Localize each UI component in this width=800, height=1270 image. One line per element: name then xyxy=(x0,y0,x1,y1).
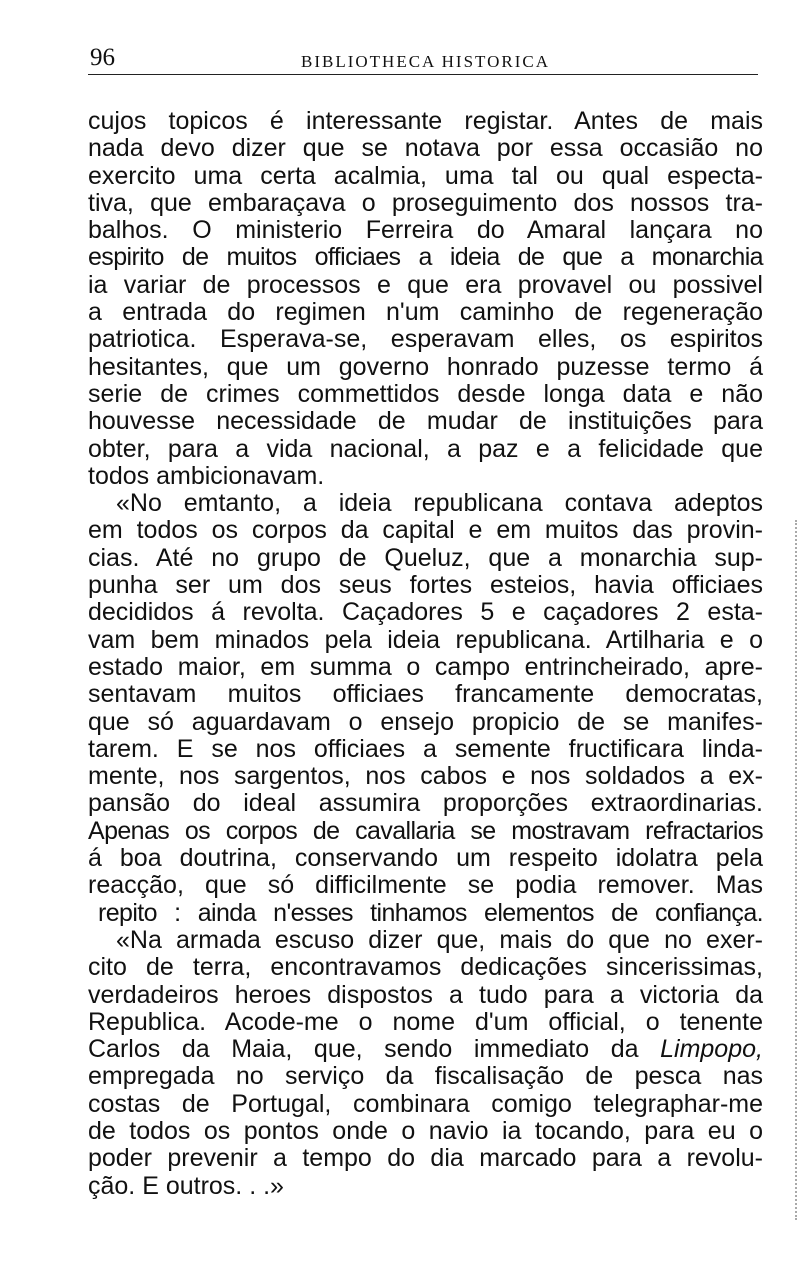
text-line: que só aguardavam o ensejo propicio de se manifes- xyxy=(88,707,763,736)
text-line: cito de terra, encontravamos dedicações sincerissimas, xyxy=(88,953,763,982)
text-line: ção. E outros. . .» xyxy=(88,1171,284,1200)
text-line: pansão do ideal assumira proporções extraordinarias. xyxy=(88,789,763,818)
text-line: estado maior, em summa o campo entrincheirado, apre- xyxy=(88,652,763,681)
text-segment: Carlos da Maia, que, sendo immediato da xyxy=(88,1035,639,1064)
header-rule xyxy=(88,74,758,75)
text-line: exercito uma certa acalmia, uma tal ou qual especta- xyxy=(88,161,763,190)
text-line: á boa doutrina, conservando um respeito idolatra pela xyxy=(88,844,763,873)
text-line: vam bem minados pela ideia republicana. Artilharia e o xyxy=(88,625,763,654)
page-edge-shadow xyxy=(795,520,797,1220)
text-line: Republica. Acode-me o nome d'um official, o tenente xyxy=(88,1007,763,1036)
text-line: «No emtanto, a ideia republicana contava adeptos xyxy=(116,489,763,518)
text-line: costas de Portugal, combinara comigo telegraphar-me xyxy=(88,1089,763,1118)
text-line: poder prevenir a tempo do dia marcado para a revolu- xyxy=(88,1144,763,1173)
text-line: mente, nos sargentos, nos cabos e nos soldados a ex- xyxy=(88,762,763,791)
text-line: tiva, que embaraçava o proseguimento dos nossos tra- xyxy=(88,188,763,217)
text-line: balhos. O ministerio Ferreira do Amaral lançara no xyxy=(88,216,763,245)
text-line: sentavam muitos officiaes francamente democratas, xyxy=(88,680,763,709)
ship-name: Limpopo, xyxy=(660,1035,763,1064)
text-line: verdadeiros heroes dispostos a tudo para a victoria da xyxy=(88,980,763,1009)
text-line: nada devo dizer que se notava por essa occasião no xyxy=(88,134,763,163)
text-line: reacção, que só difficilmente se podia remover. Mas xyxy=(88,871,763,900)
text-line: em todos os corpos da capital e em muitos das provin- xyxy=(88,516,763,545)
text-line: hesitantes, que um governo honrado puzesse termo á xyxy=(88,352,763,381)
running-title: BIBLIOTHECA HISTORICA xyxy=(301,52,550,71)
text-line: Apenas os corpos de cavallaria se mostravam refractarios xyxy=(88,816,763,845)
text-line: a entrada do regimen n'um caminho de regeneração xyxy=(88,298,763,327)
text-line: obter, para a vida nacional, a paz e a felicidade que xyxy=(88,434,763,463)
text-line: patriotica. Esperava-se, esperavam elles, os espiritos xyxy=(88,325,763,354)
text-line: ia variar de processos e que era provavel ou possivel xyxy=(88,270,763,299)
page-header xyxy=(88,40,758,76)
text-line: todos ambicionavam. xyxy=(88,461,325,490)
text-line: «Na armada escuso dizer que, mais do que no exer- xyxy=(116,925,763,954)
text-line: decididos á revolta. Caçadores 5 e caçadores 2 esta- xyxy=(88,598,763,627)
text-line: houvesse necessidade de mudar de instituições para xyxy=(88,407,763,436)
text-line: espirito de muitos officiaes a ideia de que a monarchia xyxy=(88,243,763,272)
text-line: punha ser um dos seus fortes esteios, havia officiaes xyxy=(88,571,763,600)
text-line: cujos topicos é interessante registar. Antes de mais xyxy=(88,107,763,135)
text-line: tarem. E se nos officiaes a semente fructificara linda- xyxy=(88,734,763,763)
text-line: empregada no serviço da fiscalisação de pesca nas xyxy=(88,1062,763,1091)
text-line: de todos os pontos onde o navio ia tocando, para eu o xyxy=(88,1116,763,1145)
text-line-with-italic xyxy=(88,1036,763,1063)
text-line: cias. Até no grupo de Queluz, que a monarchia sup- xyxy=(88,543,763,572)
text-line: repito : ainda n'esses tinhamos elementos de confiança. xyxy=(98,898,763,927)
text-line: serie de crimes commettidos desde longa data e não xyxy=(88,379,763,408)
page-number: 96 xyxy=(90,44,115,71)
body-text xyxy=(88,108,763,1200)
